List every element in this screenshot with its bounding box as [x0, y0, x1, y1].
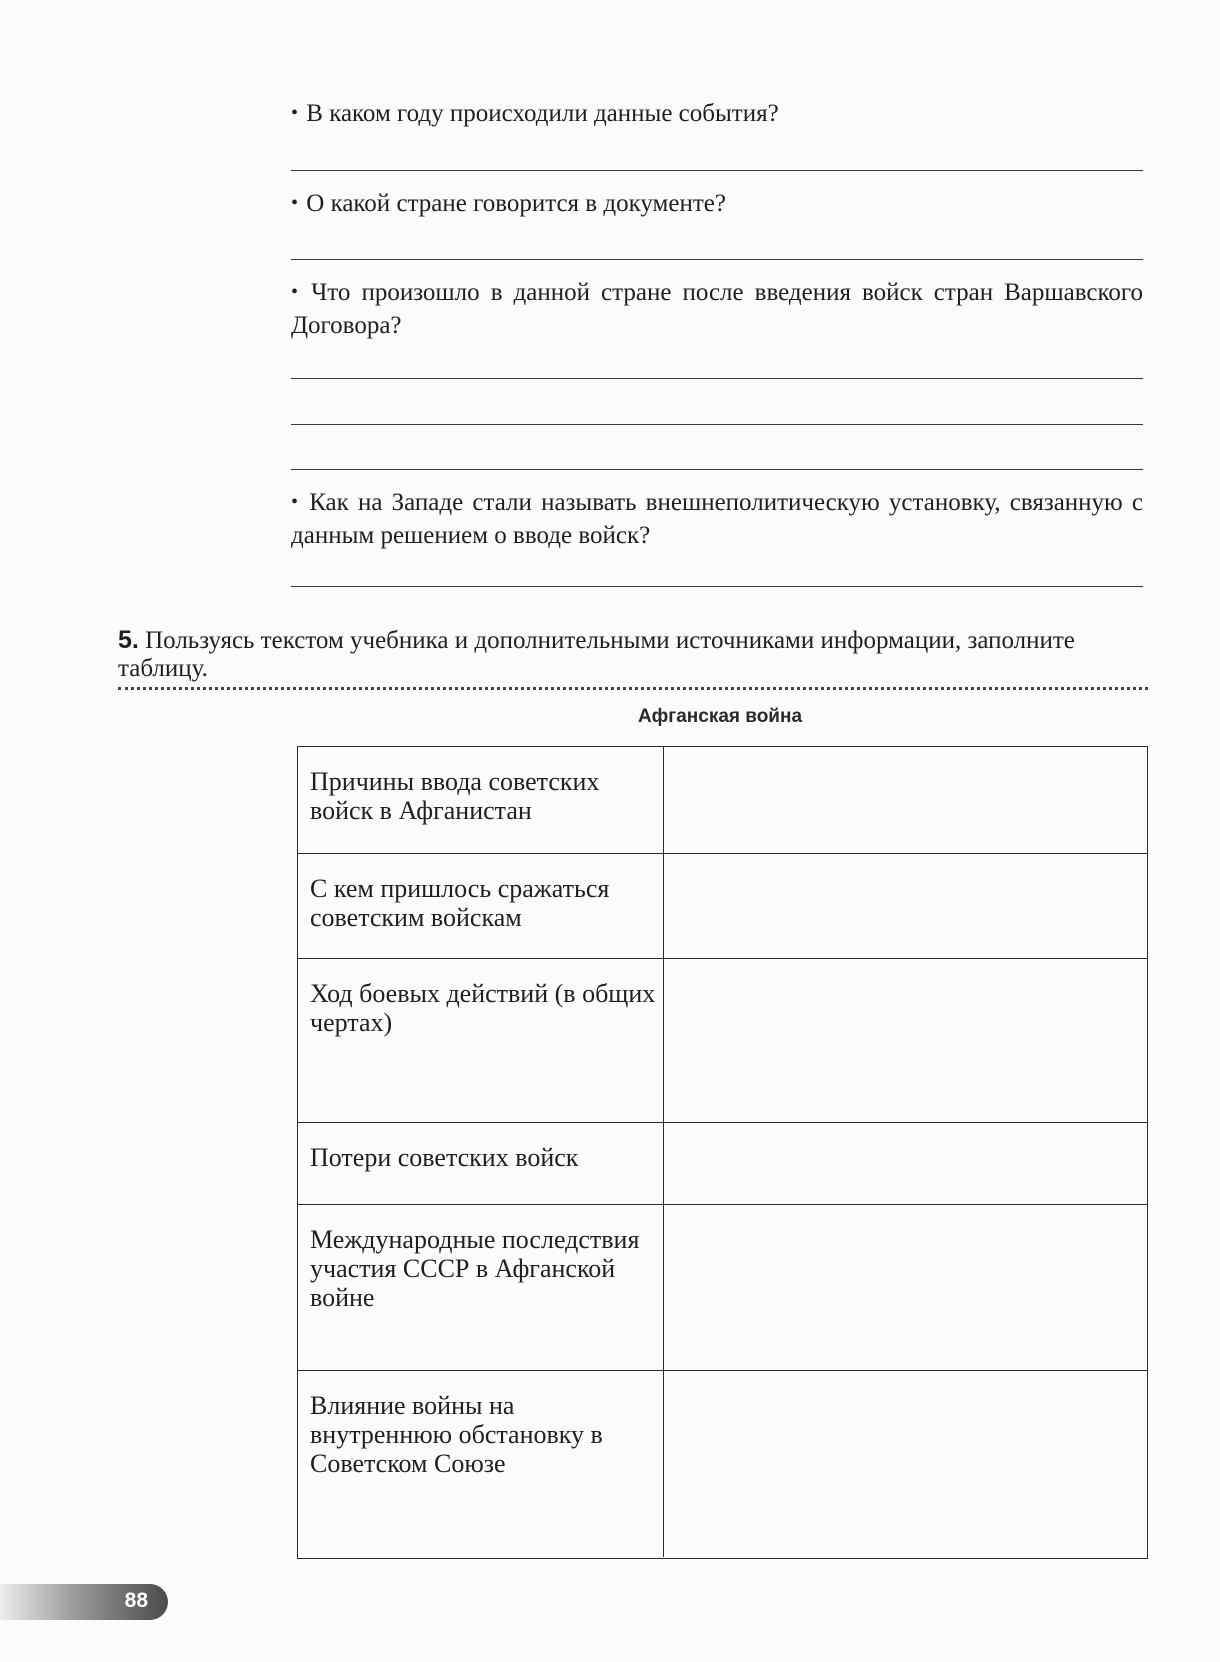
answer-line[interactable] — [291, 469, 1143, 470]
table-row — [298, 1370, 1147, 1557]
question-text: В каком году происходили данные события? — [306, 100, 779, 127]
table-row — [298, 1204, 1147, 1370]
question-4 — [291, 487, 1143, 551]
afghan-war-table — [297, 746, 1148, 1559]
bullet-icon: • — [291, 192, 299, 214]
answer-line[interactable] — [291, 586, 1143, 587]
table-row — [298, 747, 1147, 853]
answer-line[interactable] — [291, 424, 1143, 425]
bullet-icon: • — [291, 281, 299, 303]
row-label: Ход боевых действий (в общих чертах) — [298, 959, 664, 1122]
row-label: Международные последствия участия СССР в Афганской войне — [298, 1205, 664, 1370]
answer-cell[interactable] — [664, 1123, 1147, 1204]
question-text: О какой стране говорится в документе? — [306, 190, 726, 217]
answer-cell[interactable] — [664, 959, 1147, 1122]
answer-cell[interactable] — [664, 747, 1147, 853]
page-number: 88 — [124, 1589, 148, 1612]
row-label: Причины ввода советских войск в Афганистан — [298, 747, 664, 853]
answer-line[interactable] — [291, 378, 1143, 379]
row-label: Влияние войны на внутреннюю обстановку в Советском Союзе — [298, 1371, 664, 1557]
question-text: Как на Западе стали называть внешнеполитическую установку, связанную с данным решением о вводе войск? — [291, 489, 1144, 549]
row-label: С кем пришлось сражаться советским войскам — [298, 854, 664, 958]
question-text: Что произошло в данной стране после введения войск стран Варшавского Договора? — [291, 279, 1144, 339]
row-label: Потери советских войск — [298, 1123, 664, 1204]
table-row — [298, 958, 1147, 1122]
question-3 — [291, 277, 1143, 341]
dotted-divider — [118, 687, 1148, 690]
page-number-tab — [0, 1584, 168, 1620]
task-number: 5. — [118, 626, 139, 654]
table-title: Афганская война — [637, 706, 803, 727]
question-1 — [291, 98, 1143, 131]
answer-cell[interactable] — [664, 854, 1147, 958]
answer-line[interactable] — [291, 259, 1143, 260]
task-text: Пользуясь текстом учебника и дополнительными источниками информации, заполните таблицу. — [118, 627, 1075, 682]
bullet-icon: • — [291, 491, 299, 513]
question-2 — [291, 188, 1143, 221]
task-5 — [118, 626, 1148, 683]
answer-line[interactable] — [291, 170, 1143, 171]
table-row — [298, 853, 1147, 958]
table-row — [298, 1122, 1147, 1204]
answer-cell[interactable] — [664, 1205, 1147, 1370]
bullet-icon: • — [291, 102, 299, 124]
answer-cell[interactable] — [664, 1371, 1147, 1557]
